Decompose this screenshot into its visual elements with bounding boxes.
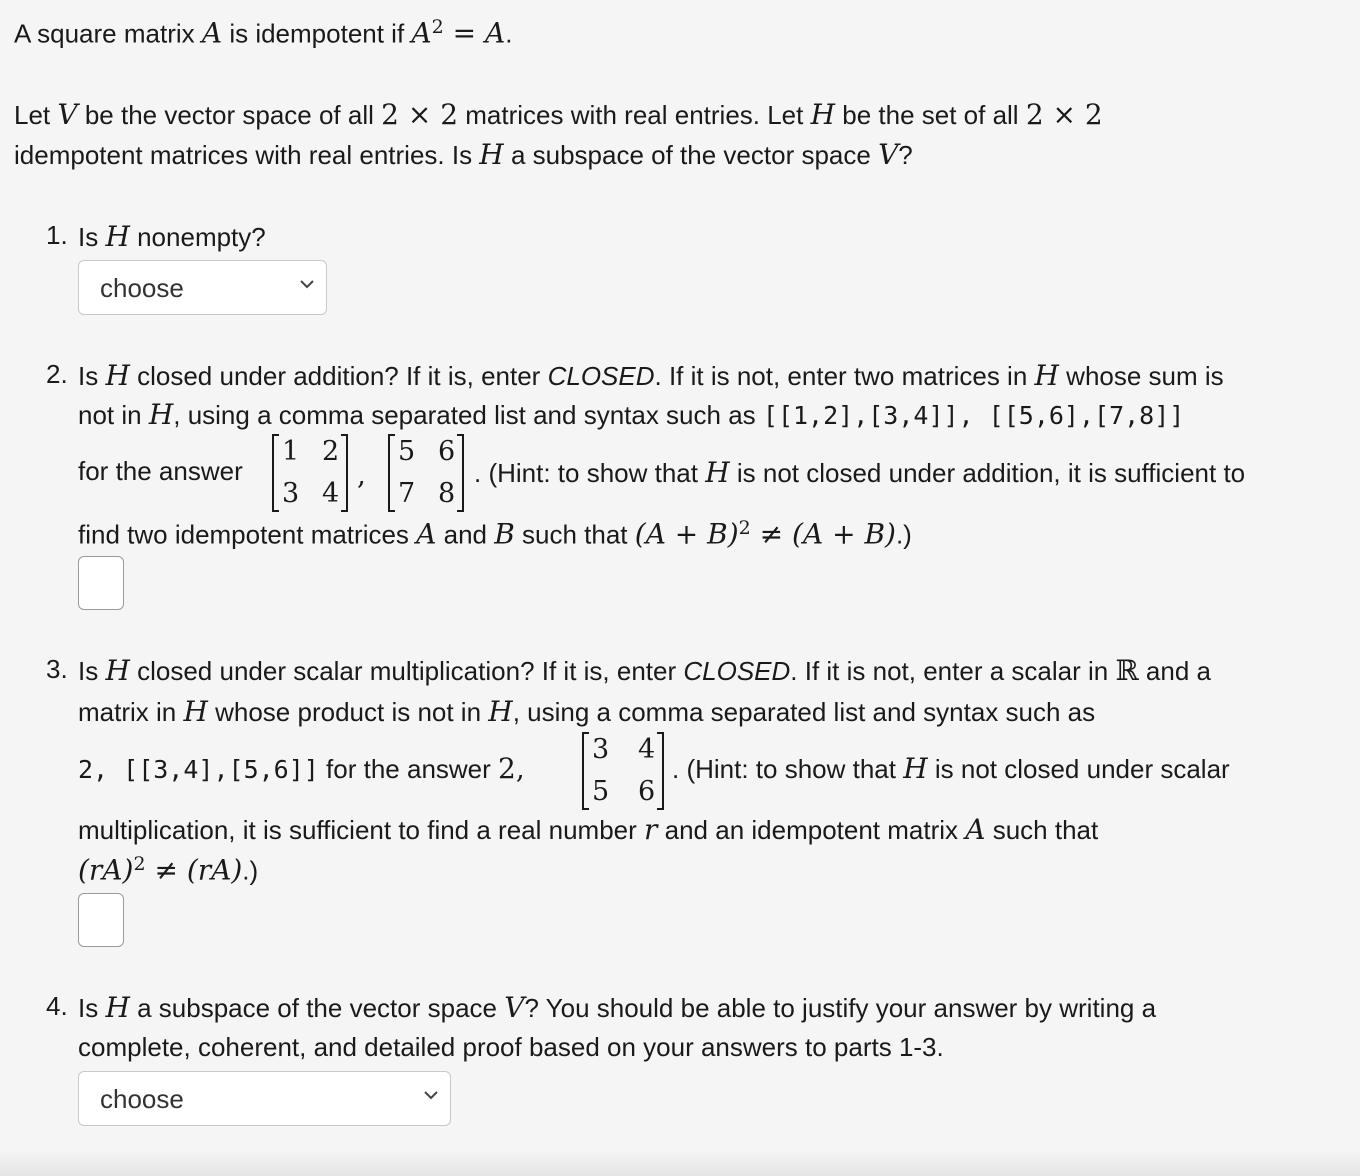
question-1-text: Is H nonempty?: [78, 220, 266, 253]
matrix-cell: 2: [322, 436, 340, 467]
syntax-example: [[1,2],[3,4]], [[5,6],[7,8]]: [762, 401, 1185, 430]
matrix-cell: 5: [592, 776, 610, 807]
question-2-hint: . (Hint: to show that H is not closed under addition, it is sufficient to: [474, 456, 1246, 489]
matrix-cell: 3: [282, 478, 300, 509]
matrix-cell: 4: [322, 478, 340, 509]
matrix-cell: 7: [398, 478, 416, 509]
question-2-answer-label: for the answer: [78, 456, 243, 486]
question-4-line-2: complete, coherent, and detailed proof based on your answers to parts 1-3.: [78, 1032, 944, 1062]
syntax-example: 2, [[3,4],[5,6]]: [78, 755, 319, 784]
chevron-down-icon: [298, 275, 316, 293]
example-matrix-a: [270, 432, 350, 514]
matrix-cell: 8: [438, 478, 456, 509]
question-3-line-5: (rA)$^2$ ≠ (rA).): [78, 853, 259, 887]
definition-text: A square matrix A is idempotent if $A^2 = A$.: [14, 16, 513, 50]
question-3-answer-input[interactable]: [78, 893, 124, 947]
matrix-cell: 3: [592, 734, 610, 765]
question-3-line-2: matrix in H whose product is not in H, using a comma separated list and syntax such as: [78, 695, 1096, 728]
chevron-down-icon: [422, 1086, 440, 1104]
question-4-select[interactable]: [78, 1071, 451, 1126]
question-1-select[interactable]: [78, 260, 327, 315]
question-3-hint: . (Hint: to show that H is not closed under scalar: [672, 752, 1230, 785]
problem-statement-line-2: idempotent matrices with real entries. Is H a subspace of the vector space V?: [14, 138, 913, 171]
example-matrix-b: [386, 432, 466, 514]
question-number-3: 3.: [46, 654, 68, 684]
question-number-4: 4.: [46, 991, 68, 1021]
question-3-line-1: Is H closed under scalar multiplication? If it is, enter CLOSED. If it is not, enter a scalar in ℝ and a: [78, 654, 1211, 687]
question-number-2: 2.: [46, 359, 68, 389]
matrix-cell: 6: [438, 436, 456, 467]
matrix-cell: 4: [638, 734, 656, 765]
example-matrix: [580, 730, 666, 812]
question-4-select-value: choose: [100, 1084, 184, 1114]
question-2-answer-input[interactable]: [78, 556, 124, 610]
question-3-line-4: multiplication, it is sufficient to find a real number r and an idempotent matrix A such that: [78, 813, 1099, 846]
question-2-line-2: not in H, using a comma separated list and syntax such as [[1,2],[3,4]], [[5,6],[7,8]]: [78, 398, 1185, 431]
question-4-line-1: Is H a subspace of the vector space V? You should be able to justify your answer by writing a: [78, 991, 1157, 1024]
page-bottom-edge: [0, 1150, 1360, 1176]
problem-statement-line-1: Let V be the vector space of all 2 × 2 matrices with real entries. Let H be the set of all 2 × 2: [14, 98, 1103, 131]
question-number-1: 1.: [46, 220, 68, 250]
matrix-cell: 1: [282, 436, 300, 467]
matrix-separator-comma: ,: [357, 458, 366, 491]
question-2-line-4: find two idempotent matrices A and B such that $(A + B)^2 \ne (A + B)$.): [78, 517, 912, 551]
question-3-answer-label: 2, [[3,4],[5,6]] for the answer 2,: [78, 752, 525, 785]
matrix-cell: 6: [638, 776, 656, 807]
question-2-line-1: Is H closed under addition? If it is, enter CLOSED. If it is not, enter two matrices in H whose sum is: [78, 359, 1224, 392]
matrix-cell: 5: [398, 436, 416, 467]
question-1-select-value: choose: [100, 273, 184, 303]
